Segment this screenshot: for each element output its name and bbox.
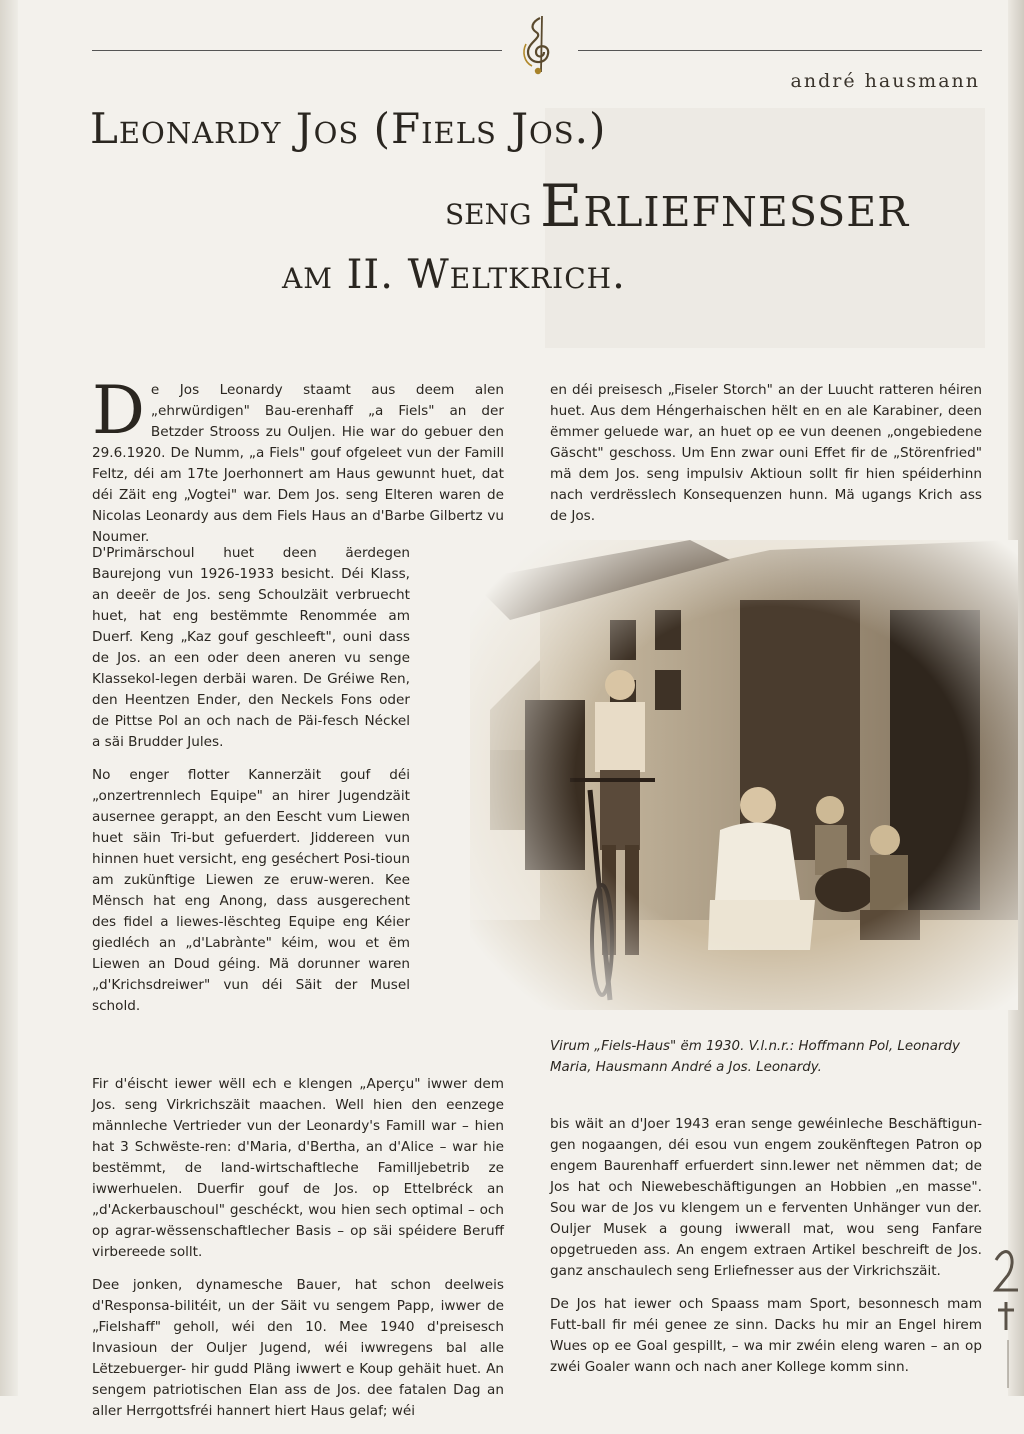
paragraph-4: Fir d'éischt iewer wëll ech e klengen „Aperçu" iwwer dem Jos. seng Virkrichszäit maachen. Well hien den eenzege männleche Vertrieder vun der Leonardy's Famill war – hien hat 3 Schwëste-ren: d'Maria, d'Bertha, an d'Alice – war hie bestëmmt, de land-wirtschaftleche Famillјebetrib ze iwwerhuelen. Duerfir gouf de Jos. op Ettelbréck an „d'Ackerbauschoul" geschéckt, wou hien sech optimal – och op agrar-wëssenschaftlecher Basis – op säi spéidere Beruff virbereede sollt.: [92, 1076, 504, 1260]
header-rule-right: [578, 50, 982, 51]
intro-column: [92, 372, 504, 560]
title-line-2a: seng: [445, 188, 532, 234]
drop-cap: D: [92, 372, 145, 449]
title-line-3: am II. Weltkrich.: [282, 252, 626, 298]
page-binding-edge: [0, 0, 18, 1396]
music-ornament-icon: [518, 14, 560, 76]
paragraph-5: Dee jonken, dynamesche Bauer, hat schon deelweis d'Responsa-bilitéit, un der Säit vu sengem Papp, iwwer de „Fielshaff" geholl, wéi den 10. Mee 1940 d'preisesch Invasioun der Ouljer Jugend, wéi iwwregens bal alle Lëtzebuerger- hir gudd Pläng iwwert e Koup gehäit huet. An sengem patriotischen Elan ass de Jos. dee fatalen Dag an aller Herrgottsfréi hannert hiert Haus gelaf; wéi: [92, 1277, 504, 1419]
paragraph-6: en déi preisesch „Fiseler Storch" an der Luucht ratteren héiren huet. Aus dem Héngerhaischen hëlt en en ale Karabiner, deen ëmmer geluede war, an huet op ee vun deenen „ongebiedene Gäscht" geschoss. Um Enn zwar ouni Effet fir de „Störenfried" mä dem Jos. seng impulsiv Aktioun sollt fir hien spéiderhinn nach verdrësslech Konsequenzen hunn. Mä ugangs Krich ass de Jos.: [550, 382, 982, 524]
right-bottom-column: [550, 1114, 982, 1390]
paragraph-8: De Jos hat iewer och Spaass mam Sport, besonnesch mam Futt-ball fir méi genee ze sinn. Dacks hu mir an Engel hirem Wues op ee Goal gespillt, – wa mir zwéin eleng waren – an op zwéi Goaler wann och nach aner Kollege komm sinn.: [550, 1296, 982, 1375]
photo-caption: Virum „Fiels-Haus" ëm 1930. V.l.n.r.: Hoffmann Pol, Leonardy Maria, Hausmann André a Jos. Leonardy.: [550, 1039, 960, 1075]
paragraph-7: bis wäit an d'Joer 1943 eran senge gewéinleche Beschäftigun-gen nogaangen, déi esou vun engem zoukënftegen Patron op engem Baurenhaff erfuerdert sinn.Iewer net nëmmen dat; de Jos hat och Niewebeschäftigungen an Hobbien „en masse". Sou war de Jos vu klengem un e ferventen Unhänger vun der. Ouljer Musek a goung iwwerall mat, wou seng Fanfare opgetrueden ass. An engem extraen Artikel beschreift de Jos. ganz anschaulech seng Erliefnesser aus der Virkrichszäit.: [550, 1116, 982, 1279]
author-name: andré hausmann: [790, 70, 980, 92]
title-line-2b: Erliefnesser: [540, 172, 910, 240]
left-narrow-column: [92, 543, 410, 1029]
page-folio-mark: [988, 1230, 1022, 1390]
paragraph-1: [92, 372, 504, 548]
title-line-1: Leonardy Jos (Fiels Jos.): [90, 104, 607, 153]
paragraph-2: D'Primärschoul huet deen äerdegen Baurejong vun 1926-1933 besicht. Déi Klass, an deeër de Jos. seng Schoulzäit verbruecht huet, hat eng bestëmmte Renommée am Duerf. Keng „Kaz gouf geschleeft", ouni dass de Jos. an een oder deen aneren vu senge Klassekol-legen derbäi waren. De Gréiwe Ren, den Heentzen Ender, den Neckels Fons oder de Pittse Pol an och nach de Päi-fesch Néckel a säi Brudder Jules.: [92, 545, 410, 750]
paragraph-1-text: e Jos Leonardy staamt aus deem alen „ehrwürdigen" Bau-erenhaff „a Fiels" an der Betzder Strooss zu Ouljen. Hie war do gebuer den 29.6.1920. De Numm, „a Fiels" gouf ofgeleet vun der Famill Feltz, déi am 17te Joerhonnert am Haus gewunnt huet, dat déi Zäit eng „Vogtei" war. Dem Jos. seng Elteren waren de Nicolas Leonardy aus dem Fiels Haus an d'Barbe Gilbertz vu Noumer.: [92, 382, 504, 545]
left-bottom-column: [92, 1074, 504, 1434]
right-top-column: [550, 380, 982, 539]
header-rule-left: [92, 50, 502, 51]
paragraph-3: No enger flotter Kannerzäit gouf déi „onzertrennlech Equipe" an hirer Jugendzäit ausernee gerappt, an den Eescht vum Liewen huet säin Tri-but gefuerdert. Jiddereen vun hinnen huet versicht, eng geséchert Posi-tioun am zukünftige Liewen ze eruw-weren. Kee Mënsch hat eng Anong, dass ausgerechent des fidel a liewes-lëschteg Equipe eng Kéier giedléch an „d'Labrànte" kéim, wou et ëm Liewen an Doud géing. Mä dorunner waren „d'Krichsdreiwer" vun déi Säit der Musel schold.: [92, 767, 410, 1014]
historic-photo: [470, 540, 1018, 1010]
